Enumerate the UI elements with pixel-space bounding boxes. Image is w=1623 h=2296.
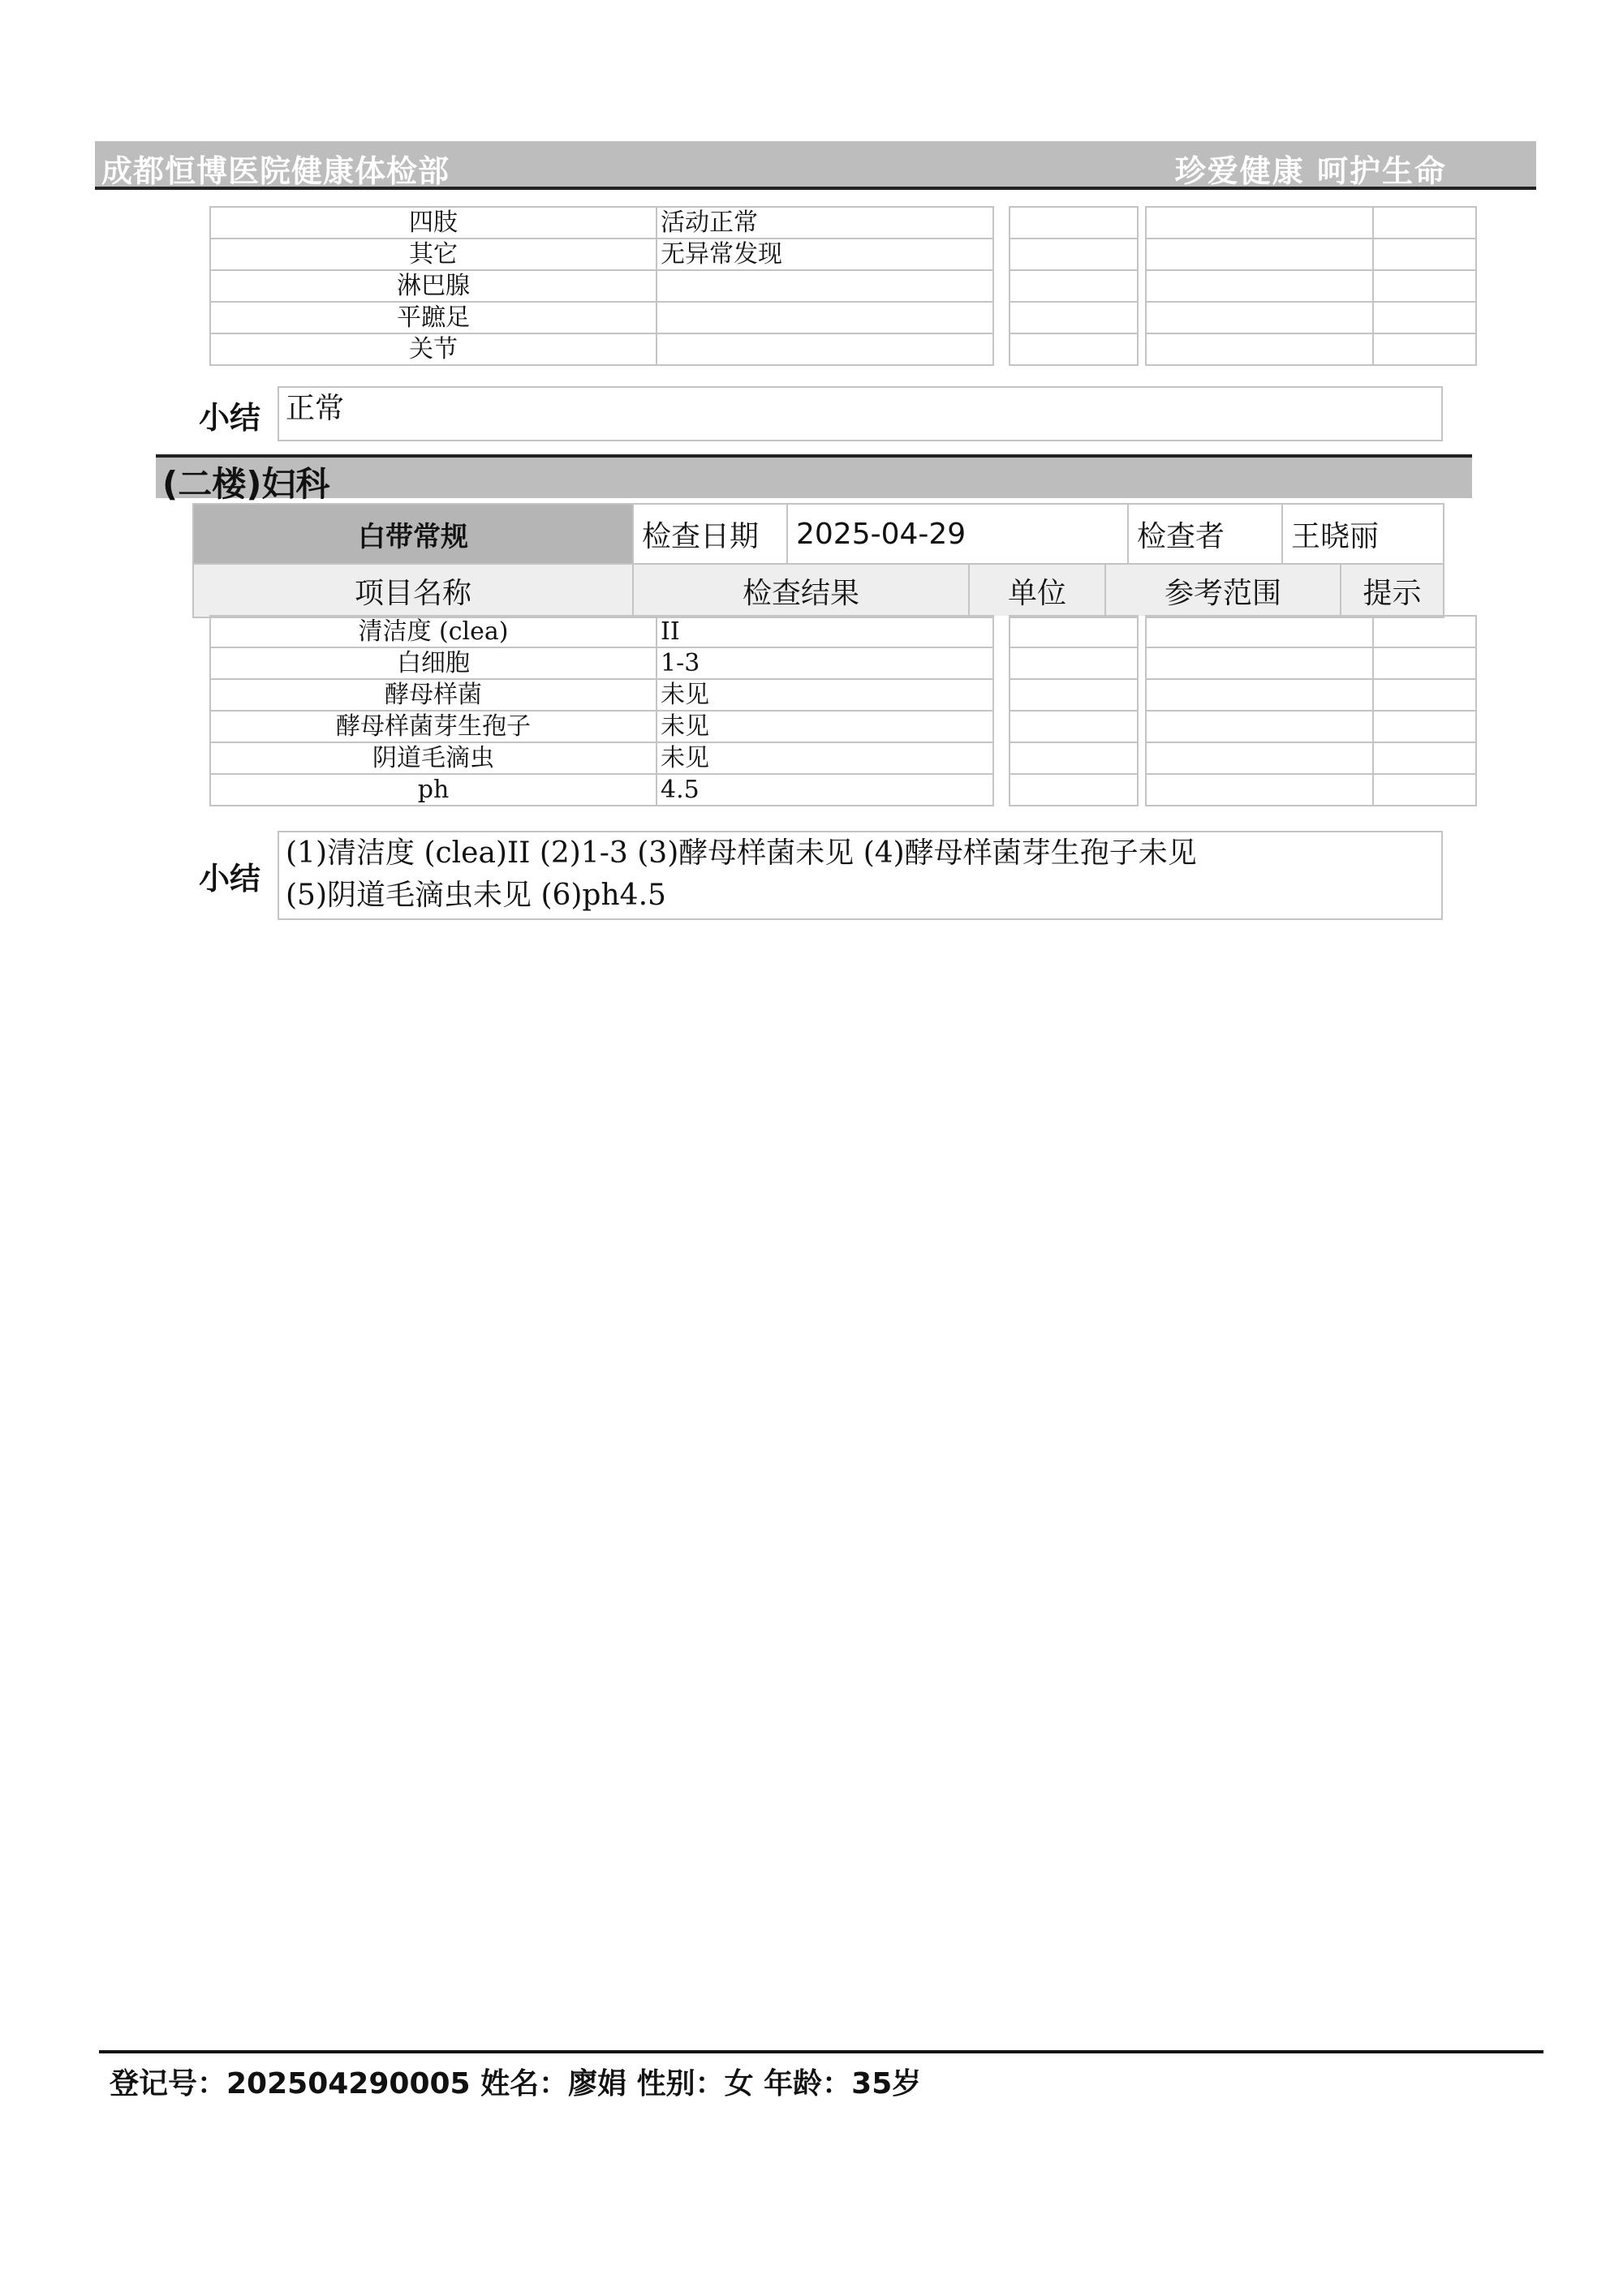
item-name: 酵母样菌 xyxy=(210,679,657,711)
summary-line: (1)清洁度 (clea)II (2)1-3 (3)酵母样菌未见 (4)酵母样菌芽生孢子未见 xyxy=(286,836,1197,870)
table-row xyxy=(210,616,1476,647)
col-hint: 提示 xyxy=(1341,564,1444,617)
item-value: 4.5 xyxy=(657,774,993,806)
gap-cell xyxy=(993,333,1010,365)
table-row xyxy=(210,239,1476,270)
hint-cell xyxy=(1373,616,1476,647)
item-value: 1-3 xyxy=(657,647,993,679)
summary-line: (5)阴道毛滴虫未见 (6)ph4.5 xyxy=(286,879,666,912)
gap-cell xyxy=(993,711,1010,742)
hint-cell xyxy=(1373,239,1476,270)
hint-cell xyxy=(1373,774,1476,806)
table-row xyxy=(210,647,1476,679)
gap-cell xyxy=(993,302,1010,333)
unit-cell xyxy=(1010,647,1138,679)
hint-cell xyxy=(1373,742,1476,774)
hint-cell xyxy=(1373,333,1476,365)
item-value: 未见 xyxy=(657,711,993,742)
examiner-value: 王晓丽 xyxy=(1282,504,1444,564)
gap-cell xyxy=(993,270,1010,302)
item-name: 四肢 xyxy=(210,207,657,239)
exam-date-value: 2025-04-29 xyxy=(787,504,1128,564)
range-cell xyxy=(1146,207,1373,239)
range-cell xyxy=(1146,239,1373,270)
range-cell xyxy=(1146,333,1373,365)
item-value: 活动正常 xyxy=(657,207,993,239)
column-header-table xyxy=(192,563,1444,618)
exam-header-table xyxy=(192,503,1444,565)
item-value xyxy=(657,333,993,365)
col-result: 检查结果 xyxy=(633,564,969,617)
hint-cell xyxy=(1373,711,1476,742)
gap-cell xyxy=(1138,679,1146,711)
gap-cell xyxy=(1138,647,1146,679)
summary-text: 正常 xyxy=(286,392,345,425)
item-name: 其它 xyxy=(210,239,657,270)
item-value xyxy=(657,302,993,333)
hint-cell xyxy=(1373,679,1476,711)
item-name: 清洁度 (clea) xyxy=(210,616,657,647)
section-bar xyxy=(156,454,1472,504)
gap-cell xyxy=(1138,616,1146,647)
exam-name: 白带常规 xyxy=(193,504,633,564)
table-row xyxy=(210,742,1476,774)
summary-box xyxy=(278,831,1443,920)
hospital-name: 成都恒博医院健康体检部 xyxy=(101,153,450,189)
item-name: 酵母样菌芽生孢子 xyxy=(210,711,657,742)
unit-cell xyxy=(1010,239,1138,270)
gyn-results-table xyxy=(209,615,1477,806)
table-row xyxy=(210,679,1476,711)
gap-cell xyxy=(1138,239,1146,270)
range-cell xyxy=(1146,616,1373,647)
footer-divider xyxy=(99,2050,1543,2053)
hint-cell xyxy=(1373,302,1476,333)
gap-cell xyxy=(1138,207,1146,239)
unit-cell xyxy=(1010,774,1138,806)
item-value: 未见 xyxy=(657,742,993,774)
col-item-name: 项目名称 xyxy=(193,564,633,617)
table-row xyxy=(210,207,1476,239)
item-name: 关节 xyxy=(210,333,657,365)
gap-cell xyxy=(993,742,1010,774)
table-row xyxy=(210,711,1476,742)
range-cell xyxy=(1146,774,1373,806)
summary-label: 小结 xyxy=(199,400,261,436)
range-cell xyxy=(1146,647,1373,679)
hint-cell xyxy=(1373,207,1476,239)
range-cell xyxy=(1146,711,1373,742)
item-name: 白细胞 xyxy=(210,647,657,679)
header-banner xyxy=(95,141,1536,190)
range-cell xyxy=(1146,679,1373,711)
table-row xyxy=(210,774,1476,806)
gap-cell xyxy=(1138,333,1146,365)
gap-cell xyxy=(1138,742,1146,774)
table-row xyxy=(210,302,1476,333)
gap-cell xyxy=(1138,302,1146,333)
item-value: 未见 xyxy=(657,679,993,711)
unit-cell xyxy=(1010,302,1138,333)
table-row xyxy=(210,333,1476,365)
item-value: II xyxy=(657,616,993,647)
gap-cell xyxy=(1138,774,1146,806)
physical-results-table xyxy=(209,206,1477,366)
gap-cell xyxy=(993,774,1010,806)
table-row xyxy=(210,270,1476,302)
gap-cell xyxy=(1138,711,1146,742)
item-value: 无异常发现 xyxy=(657,239,993,270)
col-unit: 单位 xyxy=(969,564,1105,617)
unit-cell xyxy=(1010,711,1138,742)
gap-cell xyxy=(993,207,1010,239)
item-name: 平蹠足 xyxy=(210,302,657,333)
unit-cell xyxy=(1010,742,1138,774)
item-name: 阴道毛滴虫 xyxy=(210,742,657,774)
unit-cell xyxy=(1010,333,1138,365)
examiner-label: 检查者 xyxy=(1128,504,1282,564)
section-title: (二楼)妇科 xyxy=(162,464,330,504)
gap-cell xyxy=(993,616,1010,647)
hint-cell xyxy=(1373,270,1476,302)
unit-cell xyxy=(1010,270,1138,302)
unit-cell xyxy=(1010,207,1138,239)
col-range: 参考范围 xyxy=(1105,564,1341,617)
hint-cell xyxy=(1373,647,1476,679)
unit-cell xyxy=(1010,616,1138,647)
gap-cell xyxy=(993,647,1010,679)
summary-box xyxy=(278,386,1443,441)
item-name: ph xyxy=(210,774,657,806)
gap-cell xyxy=(993,679,1010,711)
patient-info: 登记号：202504290005 姓名：廖娟 性别：女 年龄：35岁 xyxy=(110,2067,922,2100)
gap-cell xyxy=(993,239,1010,270)
exam-date-label: 检查日期 xyxy=(633,504,787,564)
item-value xyxy=(657,270,993,302)
range-cell xyxy=(1146,742,1373,774)
range-cell xyxy=(1146,302,1373,333)
summary-label: 小结 xyxy=(199,861,261,896)
slogan: 珍爱健康 呵护生命 xyxy=(1174,153,1447,189)
unit-cell xyxy=(1010,679,1138,711)
item-name: 淋巴腺 xyxy=(210,270,657,302)
gap-cell xyxy=(1138,270,1146,302)
range-cell xyxy=(1146,270,1373,302)
